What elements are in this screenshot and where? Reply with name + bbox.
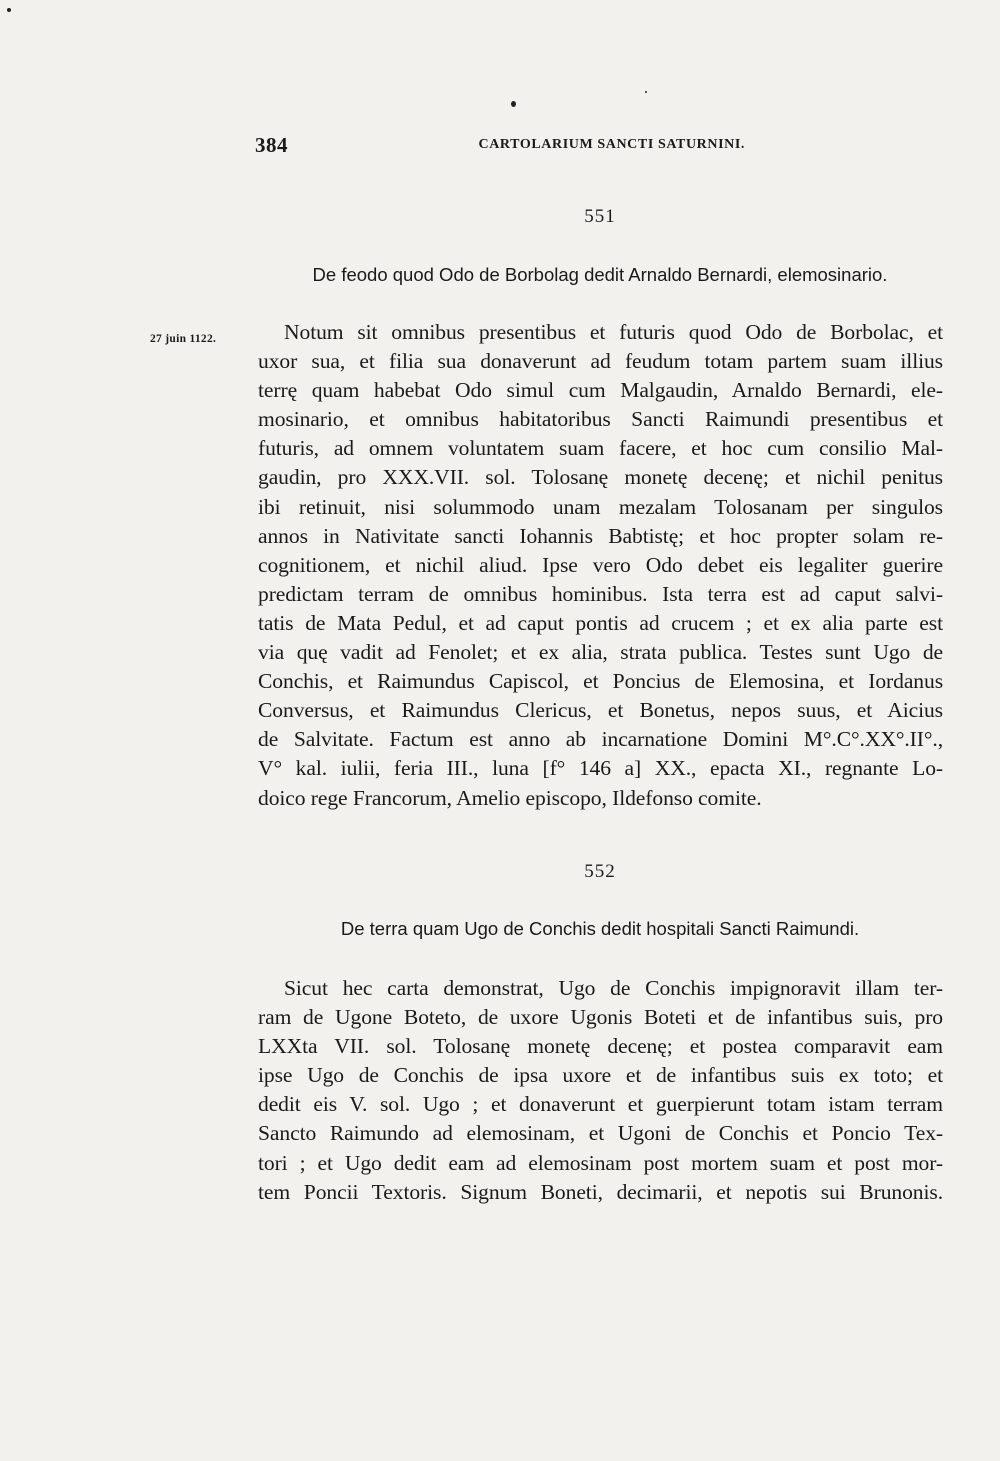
page-number: 384: [255, 133, 288, 157]
text-line: ibi retinuit, nisi solummodo unam mezalam Tolosanam per singulos: [258, 494, 943, 519]
text-line: ipse Ugo de Conchis de ipsa uxore et de infantibus suis ex toto; et: [258, 1063, 943, 1088]
text-line: gaudin, pro XXX.VII. sol. Tolosanę monetę decenę; et nichil penitus: [258, 465, 943, 490]
text-line: Sicut hec carta demonstrat, Ugo de Conchis impignoravit illam ter-: [284, 976, 943, 1000]
text-line: Conchis, et Raimundus Capiscol, et Poncius de Elemosina, et Iordanus: [258, 669, 943, 694]
text-line: predictam terram de omnibus hominibus. Ista terra est ad caput salvi-: [258, 581, 943, 606]
charter-number: 552: [584, 861, 616, 882]
scan-speck: [511, 101, 516, 107]
text-line: LXXta VII. sol. Tolosanę monetę decenę; et postea comparavit eam: [258, 1034, 943, 1059]
text-line: dedit eis V. sol. Ugo ; et donaverunt et guerpierunt totam istam terram: [258, 1092, 943, 1117]
charter-title: De feodo quod Odo de Borbolag dedit Arnaldo Bernardi, elemosinario.: [312, 264, 888, 285]
page-header: [255, 133, 745, 159]
text-line: tatis de Mata Pedul, et ad caput pontis ad crucem ; et ex alia parte est: [258, 610, 943, 635]
running-title: CARTOLARIUM SANCTI SATURNINI.: [478, 137, 745, 152]
text-line: mosinario, et omnibus habitatoribus Sancti Raimundi presentibus et: [258, 407, 943, 432]
charter-number: 551: [584, 206, 616, 227]
text-line: doico rege Francorum, Amelio episcopo, Ildefonso comite.: [258, 785, 762, 810]
scan-speck: [645, 91, 647, 93]
text-line: de Salvitate. Factum est anno ab incarnatione Domini M°.C°.XX°.II°.,: [258, 727, 943, 752]
text-line: via quę vadit ad Fenolet; et ex alia, strata publica. Testes sunt Ugo de: [258, 640, 943, 665]
text-line: Conversus, et Raimundus Clericus, et Bonetus, nepos suus, et Aicius: [258, 698, 943, 723]
charter-text: [258, 974, 943, 1207]
text-line: futuris, ad omnem voluntatem suam facere, et hoc cum consilio Mal-: [258, 436, 943, 461]
text-line: tem Poncii Textoris. Signum Boneti, decimarii, et nepotis sui Brunonis.: [258, 1179, 943, 1204]
text-line: Sancto Raimundo ad elemosinam, et Ugoni de Conchis et Poncio Tex-: [258, 1121, 943, 1146]
scan-speck: [7, 8, 11, 12]
text-line: ram de Ugone Boteto, de uxore Ugonis Boteti et de infantibus suis, pro: [258, 1005, 943, 1030]
margin-date: 27 juin 1122.: [150, 333, 217, 345]
charter-text: [258, 318, 943, 813]
text-line: Notum sit omnibus presentibus et futuris quod Odo de Borbolac, et: [284, 320, 943, 344]
text-line: cognitionem, et nichil aliud. Ipse vero Odo debet eis legaliter guerire: [258, 552, 943, 577]
text-line: uxor sua, et filia sua donaverunt ad feudum totam partem suam illius: [258, 349, 943, 374]
text-line: tori ; et Ugo dedit eam ad elemosinam post mortem suam et post mor-: [258, 1150, 943, 1175]
text-line: terrę quam habebat Odo simul cum Malgaudin, Arnaldo Bernardi, ele-: [258, 378, 943, 403]
text-line: V° kal. iulii, feria III., luna [f° 146 a] XX., epacta XI., regnante Lo-: [258, 756, 943, 781]
text-line: annos in Nativitate sancti Iohannis Babtistę; et hoc propter solam re-: [258, 523, 943, 548]
charter-title: De terra quam Ugo de Conchis dedit hospitali Sancti Raimundi.: [340, 918, 860, 939]
